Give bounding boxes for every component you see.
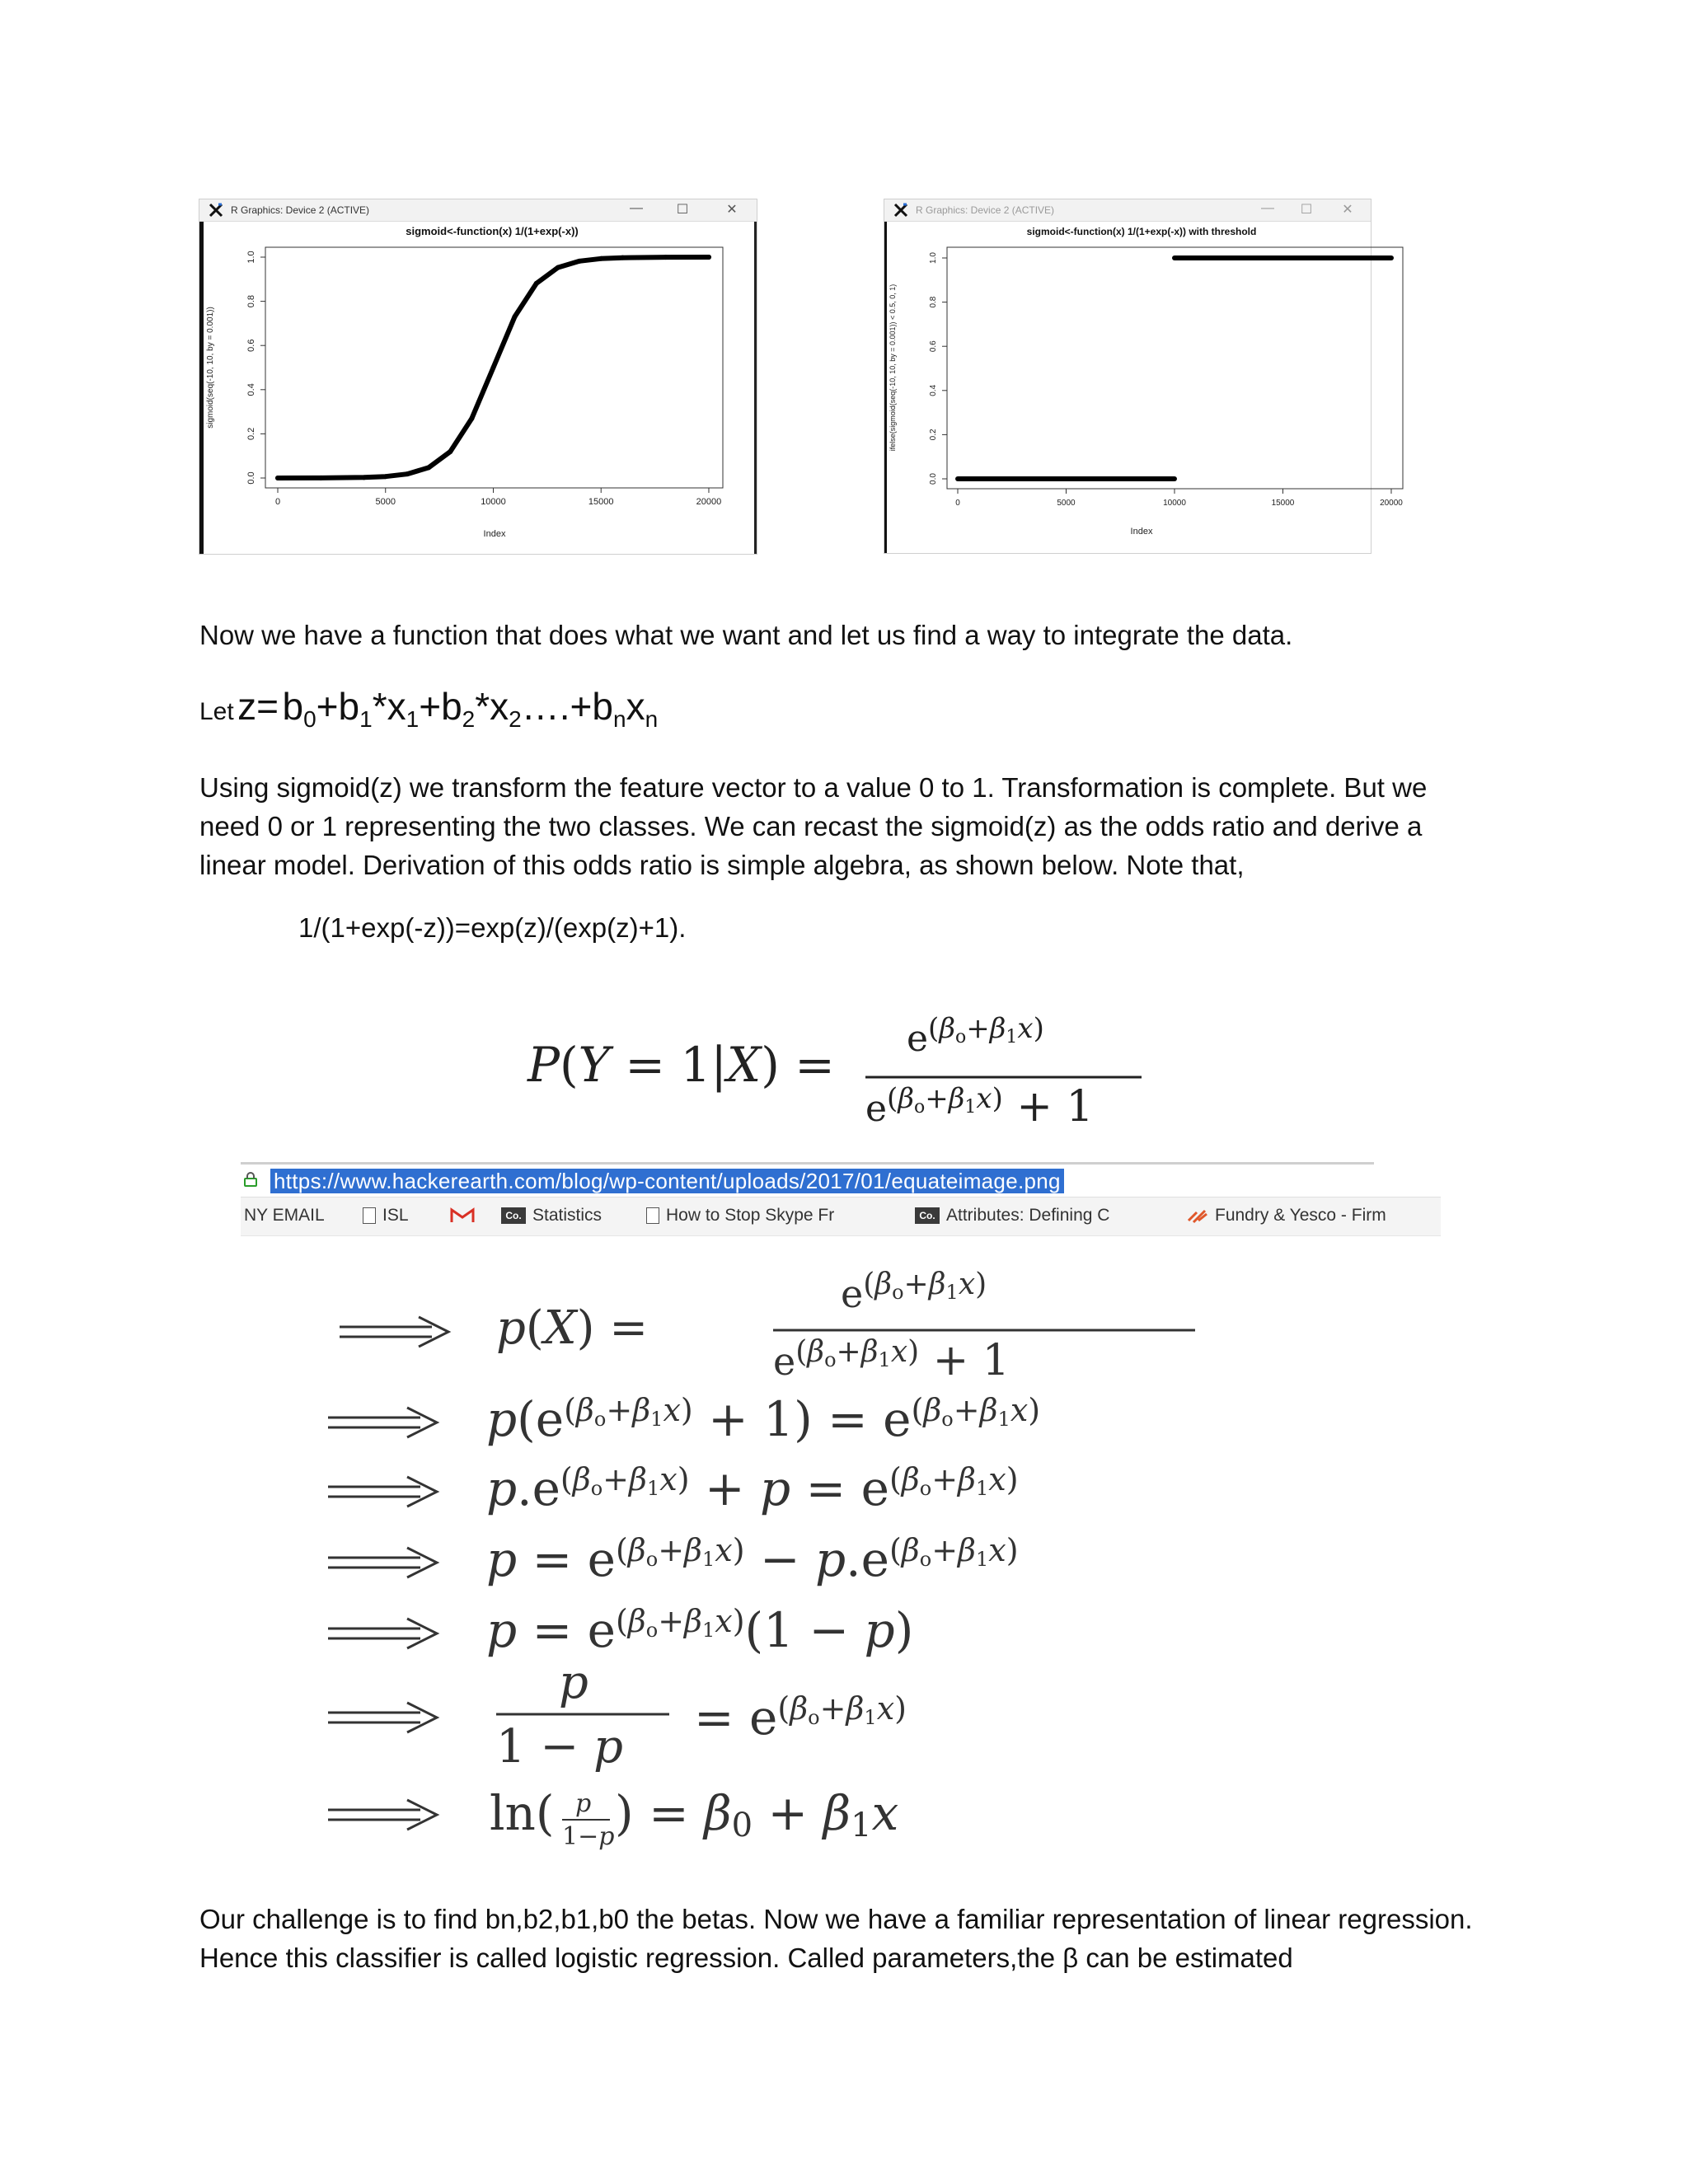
minimize-button[interactable]: —	[1261, 201, 1274, 215]
plot-title: sigmoid<-function(x) 1/(1+exp(-x)) with threshold	[1026, 226, 1257, 237]
y-tick-label: 0.4	[246, 383, 256, 396]
x-tick-label: 15000	[1271, 499, 1295, 508]
x-tick-label: 20000	[1380, 499, 1403, 508]
x-tick-label: 10000	[1163, 499, 1186, 508]
y-tick-label: 0.8	[929, 296, 938, 308]
window-title: R Graphics: Device 2 (ACTIVE)	[916, 204, 1055, 216]
y-axis	[929, 252, 947, 485]
window-edge	[754, 214, 757, 554]
let-label: Let	[199, 698, 234, 725]
lock-icon	[243, 1172, 258, 1187]
maximize-button[interactable]: ☐	[676, 203, 689, 217]
window-titlebar[interactable]	[884, 199, 1371, 222]
term-b0: $b_0$	[282, 685, 316, 732]
equation-probability	[495, 1005, 1170, 1146]
data-point	[513, 314, 518, 319]
y-tick-label: 0.2	[929, 429, 938, 441]
data-point	[663, 255, 668, 260]
svg-text:) = β0 + β1x: ) = β0 + β1x	[615, 1785, 899, 1844]
svg-text:e(βo+β1x) + 1: $e^{(\beta o+\beta 1x)} + 1$	[865, 1082, 1094, 1132]
x-app-icon	[208, 202, 224, 218]
y-tick-label: 0.6	[246, 339, 256, 352]
sigmoid-plot	[199, 221, 753, 554]
data-point	[577, 259, 582, 264]
svg-text:e(βo+β1x) + 1: $e^{(\beta o+\beta 1x)} + 1$	[773, 1335, 1010, 1385]
svg-text:ln(: ln(	[490, 1785, 555, 1841]
y-tick-label: 1.0	[246, 251, 256, 264]
window-titlebar[interactable]	[199, 199, 757, 222]
x-tick-label: 5000	[375, 497, 396, 507]
svg-text:p = e(βo+β1x) − p.e(βo+β1x): $p = e^{(\beta o+\beta 1x)} - p.e^{(\beta o+\beta 1x)}$	[486, 1531, 1019, 1587]
r-graphics-window-1	[199, 199, 757, 555]
svg-text:p: p	[559, 1656, 588, 1709]
browser-address-bar[interactable]	[241, 1162, 1441, 1195]
data-point	[490, 365, 495, 370]
x-tick-label: 20000	[696, 497, 722, 507]
data-point	[426, 465, 431, 470]
overflow-fade	[1391, 1197, 1441, 1235]
x-axis	[955, 489, 1403, 508]
data-point	[706, 255, 711, 260]
data-point	[556, 265, 560, 270]
window-title: R Graphics: Device 2 (ACTIVE)	[231, 204, 370, 216]
data-point	[598, 256, 603, 261]
x-app-icon	[893, 202, 909, 218]
x-tick-label: 5000	[1057, 499, 1076, 508]
term-b2x2: $b_2*x_2$	[441, 685, 522, 732]
url-text[interactable]: https://www.hackerearth.com/blog/wp-content/uploads/2017/01/equateimage.png	[270, 1169, 1064, 1193]
data-point	[383, 474, 388, 479]
data-point	[620, 255, 625, 260]
y-axis	[246, 251, 265, 484]
y-axis-label: ifelse(sigmoid(seq(-10, 10, by = 0.001)) < 0.5, 0, 1)	[889, 284, 897, 452]
paragraph-transformation: Using sigmoid(z) we transform the feature vector to a value 0 to 1. Transformation is complete. But we need 0 or 1 representing the two classes. We can recast the sigmoid(z) as the odds ratio and derive a linear model. Derivation of this odds ratio is simple algebra, as shown below. Note that,	[199, 772, 1428, 880]
svg-text:p(e(βo+β1x) + 1) = e(βo+β1x): $p(e^{(\beta o+\beta 1x)} + 1) = e^{(\beta o+\beta 1x)}$	[486, 1391, 1041, 1447]
bookmark-gmail[interactable]	[450, 1206, 481, 1226]
bookmark-ny-email[interactable]: NY EMAIL	[244, 1206, 325, 1225]
svg-text:e(βo+β1x): $e^{(\beta o+\beta 1x)}$	[841, 1268, 987, 1316]
data-point	[275, 476, 280, 480]
paragraph-challenge: Our challenge is to find bn,b2,b1,b0 the betas. Now we have a familiar representation of linear regression. Hence this classifier is called logistic regression. Called parameters,the β can be estimated	[199, 1904, 1473, 1973]
svg-text:p.e(βo+β1x) + p = e(βo+β1x): $p.e^{(\beta o+\beta 1x)} + p = e^{(\beta o+\beta 1x)}$	[486, 1460, 1019, 1516]
svg-text:e(βo+β1x): $e^{(\beta o+\beta 1x)}$	[907, 1012, 1044, 1060]
data-point	[405, 471, 410, 476]
co-icon: Co.	[501, 1207, 526, 1224]
x-tick-label: 0	[955, 499, 960, 508]
linear-combination-line: Let $z= b_0+b_1*x_1+b_2*x_2\dots.+b_nx_n$	[199, 685, 659, 732]
svg-text:p: p	[575, 1789, 592, 1818]
bookmark-isl[interactable]: ISL	[363, 1206, 409, 1226]
bookmark-skype[interactable]: How to Stop Skype Fr	[646, 1206, 834, 1226]
y-tick-label: 1.0	[929, 252, 938, 264]
bookmark-attributes[interactable]: Co. Attributes: Defining C	[915, 1206, 1109, 1226]
y-tick-label: 0.2	[246, 427, 256, 441]
bookmark-fundry[interactable]: Fundry & Yesco - Firm	[1187, 1206, 1386, 1226]
x-tick-label: 0	[274, 497, 281, 507]
bookmarks-bar	[241, 1197, 1441, 1236]
svg-text:1−p: 1−p	[562, 1822, 615, 1851]
data-point	[362, 475, 367, 480]
plot-title: sigmoid<-function(x) 1/(1+exp(-x))	[406, 225, 579, 237]
z-equals: z=	[237, 685, 279, 728]
co-icon: Co.	[915, 1207, 940, 1224]
data-point	[534, 281, 539, 286]
paragraph-intro: Now we have a function that does what we want and let us find a way to integrate the data.	[199, 620, 1293, 650]
sigmoid-series	[275, 255, 711, 480]
maximize-button[interactable]: ☐	[1300, 203, 1313, 217]
y-tick-label: 0.0	[246, 471, 256, 485]
data-point	[448, 449, 452, 454]
y-tick-label: 0.0	[929, 473, 938, 485]
svg-text:= e(βo+β1x): = $e^{(\beta o+\beta 1x)}$	[694, 1690, 907, 1746]
svg-text:p(X) =: p(X) =	[496, 1301, 649, 1355]
threshold-series	[958, 258, 1391, 479]
y-tick-label: 0.8	[246, 294, 256, 308]
equation-derivation	[313, 1243, 1434, 1853]
term-bnxn: $b_nx_n$	[592, 685, 659, 732]
divider	[241, 1162, 1374, 1165]
data-point	[469, 416, 474, 421]
x-axis-label: Index	[483, 529, 506, 539]
page-icon	[646, 1207, 659, 1224]
fundry-icon	[1187, 1207, 1208, 1224]
page-icon	[363, 1207, 376, 1224]
y-tick-label: 0.4	[929, 384, 938, 396]
x-axis	[275, 488, 721, 507]
x-axis-label: Index	[1130, 527, 1153, 537]
data-point	[318, 476, 323, 480]
close-button[interactable]: ✕	[726, 203, 738, 217]
threshold-plot	[884, 221, 1403, 554]
y-axis-label: sigmoid(seq(-10, 10, by = 0.001))	[206, 307, 215, 429]
svg-text:1 − p: 1 − p	[496, 1720, 624, 1774]
x-tick-label: 15000	[588, 497, 614, 507]
bookmark-statistics[interactable]: Co. Statistics	[501, 1206, 602, 1226]
minimize-button[interactable]: —	[630, 201, 643, 215]
gmail-icon	[450, 1207, 475, 1224]
svg-text:p = e(βo+β1x)(1 − p): $p = e^{(\beta o+\beta 1x)}(1 - p)$	[486, 1602, 914, 1658]
r-graphics-window-2	[884, 199, 1403, 554]
identity-line: 1/(1+exp(-z))=exp(z)/(exp(z)+1).	[298, 912, 687, 943]
term-b1x1: $b_1*x_1$	[338, 685, 420, 732]
plot-frame	[947, 247, 1403, 489]
close-button[interactable]: ✕	[1342, 203, 1353, 217]
x-tick-label: 10000	[481, 497, 506, 507]
svg-text:P(Y = 1|X) =: P(Y = 1|X) =	[528, 1037, 835, 1093]
y-tick-label: 0.6	[929, 340, 938, 353]
